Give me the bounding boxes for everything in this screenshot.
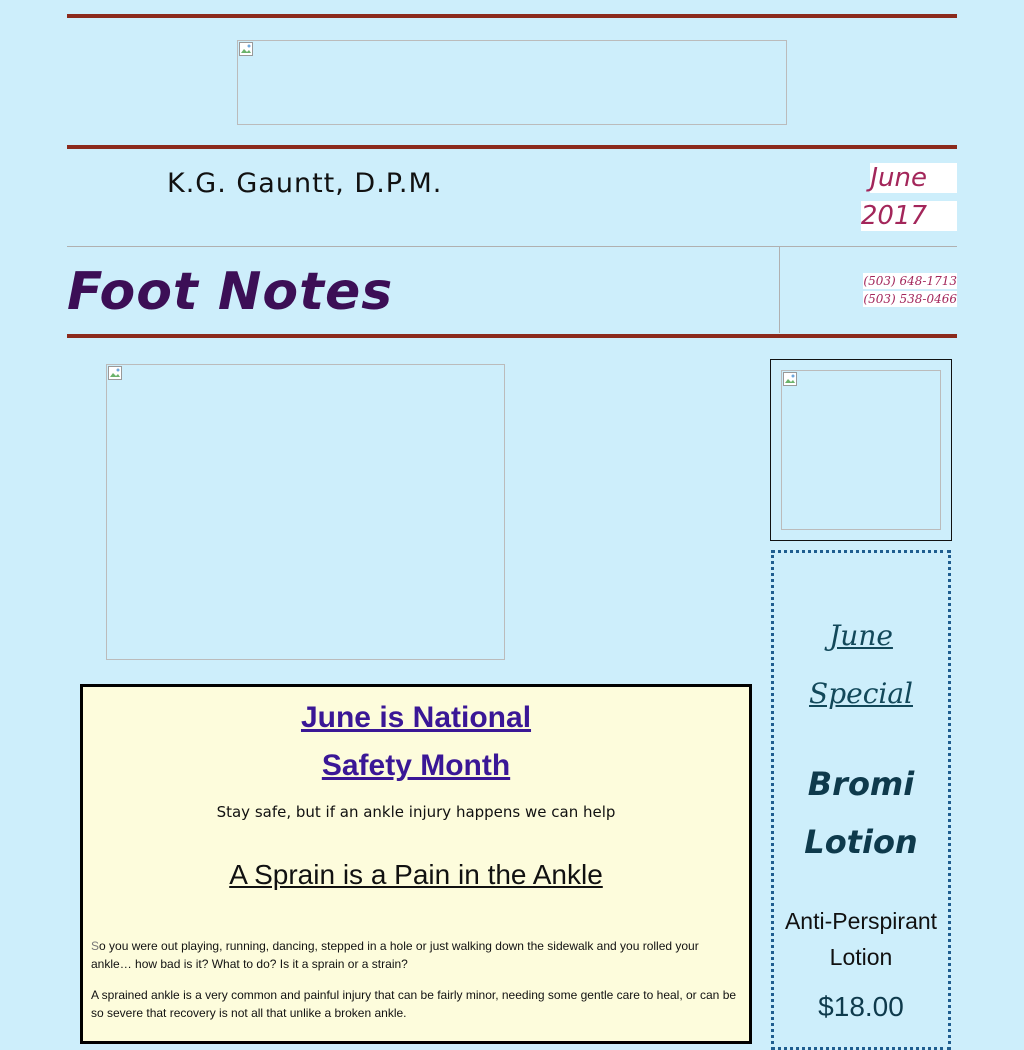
- broken-image-icon: [783, 372, 797, 386]
- special-desc-line1: Anti-Perspirant: [784, 908, 938, 934]
- side-image-frame: [770, 359, 952, 541]
- side-image: [781, 370, 941, 530]
- article-paragraph-2: A sprained ankle is a very common and painful injury that can be fairly minor, needing some gentle care to heal, or can be so severe that recovery is not all that unlike a broken ankle.: [91, 988, 737, 1020]
- phone-number-1[interactable]: (503) 648-1713: [863, 274, 957, 288]
- special-month: June: [829, 619, 893, 652]
- article-tagline: Stay safe, but if an ankle injury happens we can help: [216, 803, 616, 821]
- special-label: Special: [809, 677, 913, 710]
- safety-article: [80, 684, 752, 1044]
- article-title-line1[interactable]: June is National: [300, 701, 532, 734]
- newsletter-title: Foot Notes: [67, 262, 394, 322]
- main-image: [106, 364, 505, 660]
- banner-image: [237, 40, 787, 125]
- broken-image-icon: [239, 42, 253, 56]
- issue-year: 2017: [861, 201, 957, 231]
- special-price: $18.00: [818, 991, 904, 1022]
- header-rule: [67, 145, 957, 149]
- article-paragraph-1: So you were out playing, running, dancing, stepped in a hole or just walking down the sidewalk and you rolled your ankle… how bad is it? What to do? Is it a sprain or a strain?: [91, 939, 699, 971]
- divider-horizontal: [67, 246, 957, 247]
- title-rule: [67, 334, 957, 338]
- article-subhead: A Sprain is a Pain in the Ankle: [229, 859, 603, 890]
- special-desc-line2: Lotion: [829, 944, 893, 970]
- article-title-line2[interactable]: Safety Month: [321, 749, 511, 782]
- issue-month: June: [870, 163, 957, 193]
- doctor-name: K.G. Gauntt, D.P.M.: [167, 168, 443, 199]
- divider-vertical: [779, 247, 780, 333]
- special-product-line1: Bromi: [807, 765, 915, 803]
- broken-image-icon: [108, 366, 122, 380]
- june-special-box: [771, 550, 951, 1050]
- drop-initial: S: [91, 939, 100, 953]
- special-product-line2: Lotion: [804, 823, 918, 861]
- top-rule: [67, 14, 957, 18]
- phone-number-2[interactable]: (503) 538-0466: [863, 292, 957, 306]
